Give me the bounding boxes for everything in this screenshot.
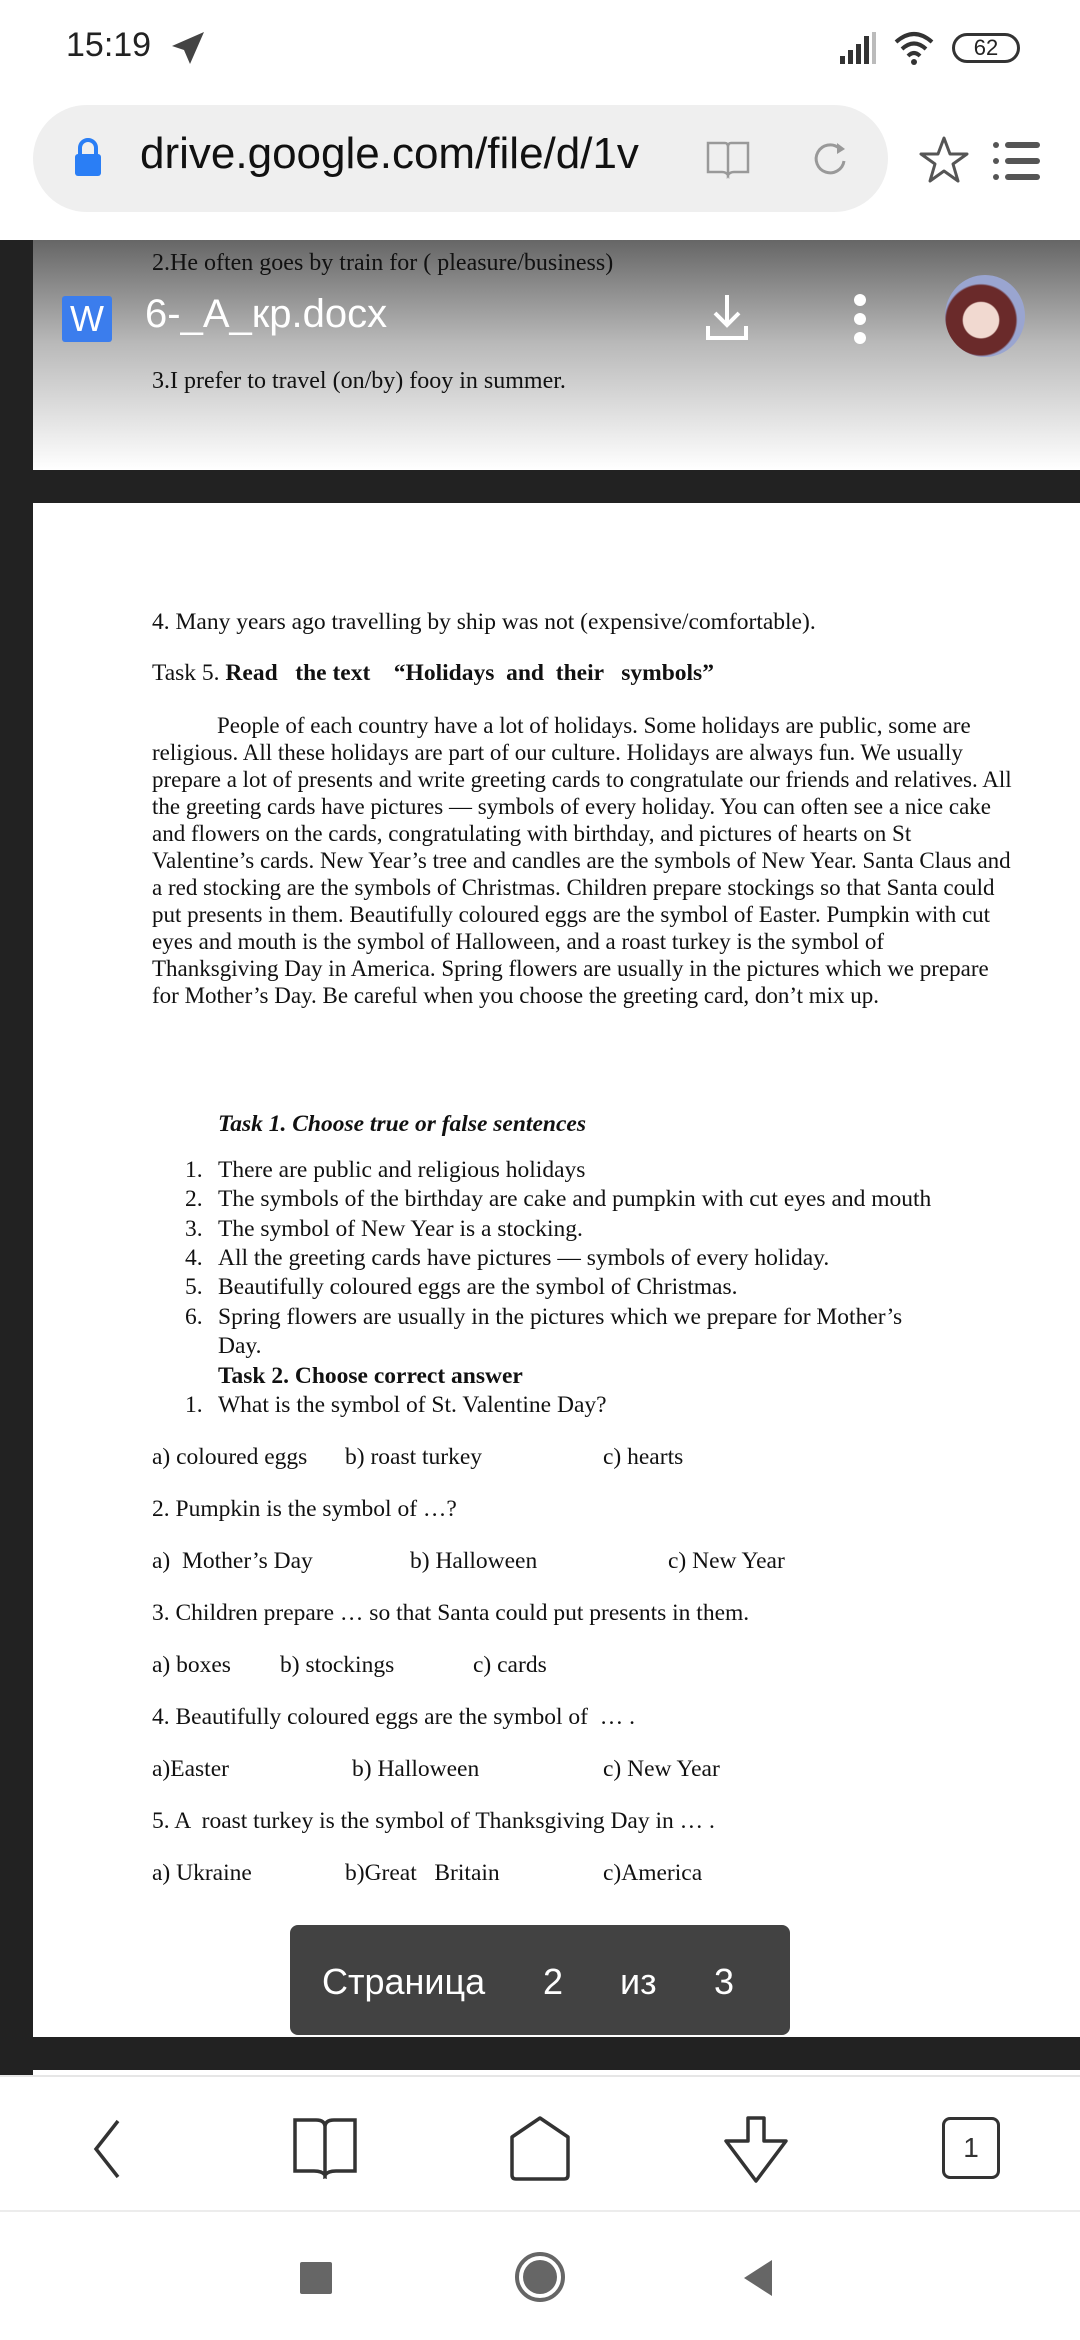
list-item: 5. Beautifully coloured eggs are the symbol of Christmas.	[185, 1274, 738, 1300]
page-total: 3	[714, 1961, 735, 2002]
page-current: 2	[543, 1961, 564, 2002]
page-separator	[33, 470, 1080, 503]
option-a: a) boxes	[152, 1652, 231, 1678]
option-c: c) New Year	[603, 1756, 720, 1782]
list-item: 1. There are public and religious holidays	[185, 1157, 586, 1183]
bookmarks-icon[interactable]	[292, 2117, 358, 2179]
battery-indicator: 62	[952, 33, 1020, 63]
task5-prefix: Task 5.	[152, 660, 226, 686]
tabs-button[interactable]: 1	[942, 2117, 1000, 2179]
page-label: Страница	[322, 1961, 486, 2002]
list-item: 4. All the greeting cards have pictures — symbols of every holiday.	[185, 1245, 830, 1271]
address-bar[interactable]	[33, 105, 888, 212]
option-a: a) Mother’s Day	[152, 1548, 313, 1574]
task5-heading	[152, 659, 714, 689]
telegram-icon	[168, 30, 208, 66]
system-nav-bar	[0, 2210, 1080, 2340]
bookmark-star-icon[interactable]	[918, 135, 970, 185]
doc-behind-line: 3.I prefer to travel (on/by) fooy in summer.	[152, 368, 566, 394]
word-file-icon: W	[62, 296, 112, 342]
list-item: 3. The symbol of New Year is a stocking.	[185, 1216, 583, 1242]
option-c: c)America	[603, 1860, 703, 1886]
menu-icon[interactable]	[992, 140, 1042, 182]
reader-mode-icon[interactable]	[705, 139, 751, 179]
option-b: b) Halloween	[352, 1756, 480, 1782]
option-c: c) hearts	[603, 1444, 684, 1470]
option-b: b) stockings	[280, 1652, 395, 1678]
lock-icon	[73, 137, 103, 179]
text-paragraph: People of each country have a lot of holidays. Some holidays are public, some are religious. All these holidays are part of our culture. Holidays are always fun. We usually prepare a lot of presents and write greeting cards to congratulate our friends and relatives. All the greeting cards have pictures — symbols of every holiday. You can often see a nice cake and flowers on the cards, congratulating with birthday, and pictures of hearts on St Valentine’s cards. New Year’s tree and candles are the symbols of New Year. Santa Claus and a red stocking are the symbols of Christmas. Children prepare stockings so that Santa could put presents in them. Beautifully coloured eggs are the symbol of Easter. Pumpkin with cut eyes and mouth is the symbol of Halloween, and a roast turkey is the symbol of Thanksgiving Day in America. Spring flowers are usually in the pictures which we prepare for Mother’s Day. Be careful when you choose the greeting card, don’t mix up.	[152, 713, 1012, 1008]
option-b: b) Halloween	[410, 1548, 538, 1574]
question: 3. Children prepare … so that Santa could put presents in them.	[152, 1600, 750, 1626]
home-button-icon[interactable]	[515, 2252, 565, 2302]
option-c: c) New Year	[668, 1548, 785, 1574]
url-text[interactable]: drive.google.com/file/d/1v	[140, 129, 639, 178]
system-back-icon[interactable]	[742, 2258, 774, 2298]
option-b: b) roast turkey	[345, 1444, 483, 1470]
option-a: a)Easter	[152, 1756, 229, 1782]
question: 5. A roast turkey is the symbol of Thanksgiving Day in … .	[152, 1808, 715, 1834]
wifi-icon	[893, 28, 935, 68]
page-of: из	[620, 1961, 657, 2002]
question: 1. What is the symbol of St. Valentine Day?	[185, 1392, 607, 1418]
account-avatar[interactable]	[945, 275, 1025, 357]
list-item: 2. The symbols of the birthday are cake and pumpkin with cut eyes and mouth	[185, 1186, 932, 1212]
back-icon[interactable]	[88, 2117, 128, 2181]
list-item: 6. Spring flowers are usually in the pictures which we prepare for Mother’s Day.	[185, 1304, 903, 1359]
question: 4. Beautifully coloured eggs are the symbol of … .	[152, 1704, 635, 1730]
downloads-icon[interactable]	[722, 2115, 790, 2185]
task2-title: Task 2. Choose correct answer	[218, 1363, 523, 1389]
option-c: c) cards	[473, 1652, 547, 1678]
recents-icon[interactable]	[300, 2262, 332, 2294]
doc-line: 4. Many years ago travelling by ship was not (expensive/comfortable).	[152, 609, 816, 635]
status-time: 15:19	[66, 26, 152, 64]
doc-behind-line: 2.He often goes by train for ( pleasure/business)	[152, 250, 614, 276]
option-b: b)Great Britain	[345, 1860, 500, 1886]
browser-bottom-nav	[0, 2075, 1080, 2210]
task5-title: Read the text “Holidays and their symbols”	[225, 660, 714, 686]
file-title: 6-_A_кр.docx	[145, 292, 388, 336]
question: 2. Pumpkin is the symbol of …?	[152, 1496, 457, 1522]
option-a: a) Ukraine	[152, 1860, 252, 1886]
more-options-icon[interactable]	[850, 292, 870, 346]
reload-icon[interactable]	[811, 139, 851, 179]
signal-icon	[838, 30, 878, 66]
download-icon[interactable]	[704, 292, 750, 342]
viewer-left-edge	[0, 240, 33, 2075]
home-icon[interactable]	[508, 2115, 572, 2183]
page-separator	[33, 2037, 1080, 2070]
option-a: a) coloured eggs	[152, 1444, 308, 1470]
task1-title: Task 1. Choose true or false sentences	[218, 1111, 586, 1137]
page-indicator	[290, 1925, 790, 2035]
